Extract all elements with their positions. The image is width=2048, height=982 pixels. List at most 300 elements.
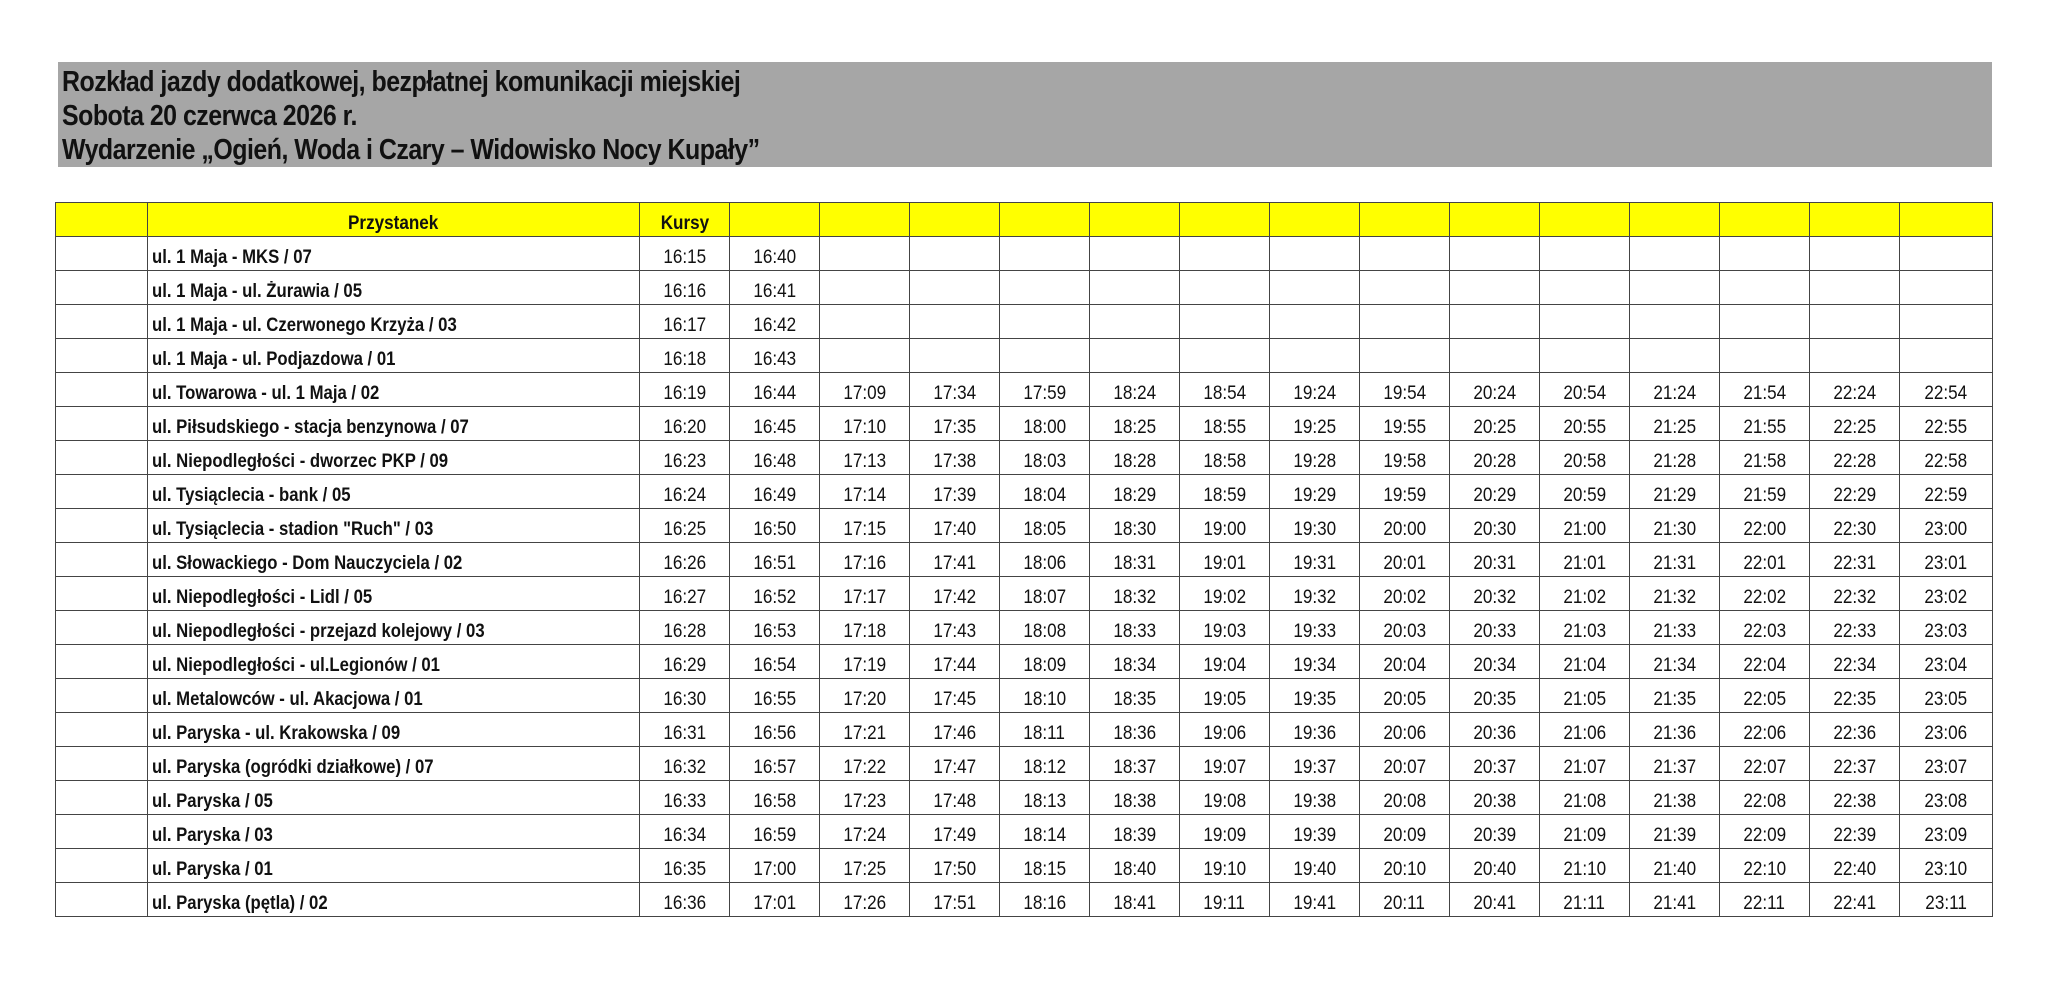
departure-time-cell	[1000, 339, 1090, 373]
stop-name-cell: ul. Paryska (ogródki działkowe) / 07	[148, 747, 640, 781]
departure-time-cell: 21:03	[1540, 611, 1630, 645]
row-empty-cell	[56, 441, 148, 475]
departure-time-cell: 17:09	[820, 373, 910, 407]
departure-time-cell	[1090, 305, 1180, 339]
departure-time-cell	[1630, 305, 1720, 339]
row-empty-cell	[56, 713, 148, 747]
header-empty-cell	[56, 203, 148, 237]
departure-time-cell: 16:17	[640, 305, 730, 339]
stop-name-cell: ul. Towarowa - ul. 1 Maja / 02	[148, 373, 640, 407]
departure-time-cell: 20:00	[1360, 509, 1450, 543]
departure-time-cell: 20:58	[1540, 441, 1630, 475]
departure-time-cell: 20:54	[1540, 373, 1630, 407]
departure-time-cell: 19:29	[1270, 475, 1360, 509]
departure-time-cell: 17:42	[910, 577, 1000, 611]
stop-name-cell: ul. Metalowców - ul. Akacjowa / 01	[148, 679, 640, 713]
departure-time-cell	[1360, 339, 1450, 373]
departure-time-cell: 22:55	[1900, 407, 1993, 441]
departure-time-cell: 21:41	[1630, 883, 1720, 917]
row-empty-cell	[56, 271, 148, 305]
departure-time-cell: 18:05	[1000, 509, 1090, 543]
departure-time-cell: 21:39	[1630, 815, 1720, 849]
row-empty-cell	[56, 509, 148, 543]
departure-time-cell: 18:06	[1000, 543, 1090, 577]
departure-time-cell: 21:00	[1540, 509, 1630, 543]
departure-time-cell: 16:23	[640, 441, 730, 475]
row-empty-cell	[56, 407, 148, 441]
departure-time-cell: 18:32	[1090, 577, 1180, 611]
departure-time-cell: 18:58	[1180, 441, 1270, 475]
departure-time-cell: 20:34	[1450, 645, 1540, 679]
table-row	[56, 441, 1993, 475]
departure-time-cell: 22:28	[1810, 441, 1900, 475]
departure-time-cell	[820, 271, 910, 305]
timetable	[55, 202, 1993, 917]
departure-time-cell: 21:24	[1630, 373, 1720, 407]
table-row	[56, 611, 1993, 645]
departure-time-cell: 20:03	[1360, 611, 1450, 645]
departure-time-cell: 20:29	[1450, 475, 1540, 509]
departure-time-cell: 21:10	[1540, 849, 1630, 883]
departure-time-cell: 22:07	[1720, 747, 1810, 781]
header-cell	[910, 203, 1000, 237]
stop-name-cell: ul. Słowackiego - Dom Nauczyciela / 02	[148, 543, 640, 577]
departure-time-cell: 23:11	[1900, 883, 1993, 917]
departure-time-cell: 20:38	[1450, 781, 1540, 815]
departure-time-cell: 16:18	[640, 339, 730, 373]
departure-time-cell: 17:22	[820, 747, 910, 781]
departure-time-cell: 16:49	[730, 475, 820, 509]
departure-time-cell: 22:30	[1810, 509, 1900, 543]
departure-time-cell: 18:55	[1180, 407, 1270, 441]
departure-time-cell	[820, 339, 910, 373]
departure-time-cell: 17:21	[820, 713, 910, 747]
departure-time-cell: 20:09	[1360, 815, 1450, 849]
departure-time-cell	[1360, 237, 1450, 271]
departure-time-cell: 17:25	[820, 849, 910, 883]
table-row	[56, 305, 1993, 339]
departure-time-cell: 19:31	[1270, 543, 1360, 577]
departure-time-cell: 22:35	[1810, 679, 1900, 713]
row-empty-cell	[56, 849, 148, 883]
departure-time-cell: 16:41	[730, 271, 820, 305]
departure-time-cell: 19:59	[1360, 475, 1450, 509]
departure-time-cell: 22:58	[1900, 441, 1993, 475]
departure-time-cell: 21:11	[1540, 883, 1630, 917]
departure-time-cell: 21:31	[1630, 543, 1720, 577]
departure-time-cell: 17:26	[820, 883, 910, 917]
stop-name-cell: ul. 1 Maja - ul. Podjazdowa / 01	[148, 339, 640, 373]
header-cell	[1630, 203, 1720, 237]
departure-time-cell	[1090, 339, 1180, 373]
row-empty-cell	[56, 781, 148, 815]
departure-time-cell: 16:36	[640, 883, 730, 917]
departure-time-cell: 20:05	[1360, 679, 1450, 713]
departure-time-cell: 21:30	[1630, 509, 1720, 543]
row-empty-cell	[56, 679, 148, 713]
departure-time-cell: 17:51	[910, 883, 1000, 917]
departure-time-cell: 16:27	[640, 577, 730, 611]
departure-time-cell: 16:53	[730, 611, 820, 645]
table-row	[56, 577, 1993, 611]
departure-time-cell: 16:33	[640, 781, 730, 815]
departure-time-cell: 20:59	[1540, 475, 1630, 509]
departure-time-cell: 19:32	[1270, 577, 1360, 611]
header-cell	[1000, 203, 1090, 237]
departure-time-cell: 16:28	[640, 611, 730, 645]
departure-time-cell	[1270, 339, 1360, 373]
header-cell	[730, 203, 820, 237]
header-cell	[1090, 203, 1180, 237]
departure-time-cell: 17:47	[910, 747, 1000, 781]
header-kursy: Kursy	[640, 203, 730, 237]
departure-time-cell: 23:06	[1900, 713, 1993, 747]
row-empty-cell	[56, 543, 148, 577]
departure-time-cell: 20:33	[1450, 611, 1540, 645]
departure-time-cell	[1000, 271, 1090, 305]
departure-time-cell: 18:30	[1090, 509, 1180, 543]
departure-time-cell: 19:24	[1270, 373, 1360, 407]
stop-name-cell: ul. Niepodległości - przejazd kolejowy / 03	[148, 611, 640, 645]
departure-time-cell: 22:25	[1810, 407, 1900, 441]
header-cell	[1720, 203, 1810, 237]
departure-time-cell: 23:07	[1900, 747, 1993, 781]
departure-time-cell	[1630, 339, 1720, 373]
departure-time-cell: 20:24	[1450, 373, 1540, 407]
departure-time-cell	[1810, 305, 1900, 339]
table-row	[56, 781, 1993, 815]
departure-time-cell: 23:09	[1900, 815, 1993, 849]
departure-time-cell: 16:43	[730, 339, 820, 373]
departure-time-cell: 21:55	[1720, 407, 1810, 441]
departure-time-cell: 20:11	[1360, 883, 1450, 917]
departure-time-cell: 17:13	[820, 441, 910, 475]
departure-time-cell: 22:02	[1720, 577, 1810, 611]
departure-time-cell: 20:55	[1540, 407, 1630, 441]
departure-time-cell: 16:48	[730, 441, 820, 475]
departure-time-cell: 22:29	[1810, 475, 1900, 509]
departure-time-cell: 18:59	[1180, 475, 1270, 509]
departure-time-cell: 19:06	[1180, 713, 1270, 747]
departure-time-cell: 17:24	[820, 815, 910, 849]
departure-time-cell: 21:04	[1540, 645, 1630, 679]
departure-time-cell: 19:54	[1360, 373, 1450, 407]
departure-time-cell: 20:06	[1360, 713, 1450, 747]
table-row	[56, 237, 1993, 271]
departure-time-cell	[1720, 237, 1810, 271]
row-empty-cell	[56, 339, 148, 373]
departure-time-cell	[1810, 339, 1900, 373]
departure-time-cell: 22:05	[1720, 679, 1810, 713]
table-row	[56, 543, 1993, 577]
departure-time-cell	[1000, 305, 1090, 339]
departure-time-cell: 16:54	[730, 645, 820, 679]
departure-time-cell: 19:01	[1180, 543, 1270, 577]
stop-name-cell: ul. Paryska / 03	[148, 815, 640, 849]
header-cell	[1360, 203, 1450, 237]
departure-time-cell: 16:25	[640, 509, 730, 543]
table-row	[56, 271, 1993, 305]
departure-time-cell: 21:32	[1630, 577, 1720, 611]
departure-time-cell: 20:25	[1450, 407, 1540, 441]
departure-time-cell: 21:36	[1630, 713, 1720, 747]
departure-time-cell: 20:35	[1450, 679, 1540, 713]
departure-time-cell: 16:24	[640, 475, 730, 509]
departure-time-cell	[1270, 237, 1360, 271]
departure-time-cell: 18:38	[1090, 781, 1180, 815]
departure-time-cell: 16:58	[730, 781, 820, 815]
departure-time-cell: 18:25	[1090, 407, 1180, 441]
departure-time-cell: 20:10	[1360, 849, 1450, 883]
departure-time-cell: 20:02	[1360, 577, 1450, 611]
stop-name-cell: ul. Tysiąclecia - bank / 05	[148, 475, 640, 509]
departure-time-cell: 19:07	[1180, 747, 1270, 781]
departure-time-cell: 16:20	[640, 407, 730, 441]
departure-time-cell: 18:34	[1090, 645, 1180, 679]
departure-time-cell	[1180, 339, 1270, 373]
departure-time-cell: 17:18	[820, 611, 910, 645]
departure-time-cell: 18:41	[1090, 883, 1180, 917]
departure-time-cell: 19:03	[1180, 611, 1270, 645]
row-empty-cell	[56, 305, 148, 339]
departure-time-cell: 21:25	[1630, 407, 1720, 441]
table-header-row	[56, 203, 1993, 237]
header-cell	[1180, 203, 1270, 237]
departure-time-cell: 16:16	[640, 271, 730, 305]
departure-time-cell: 21:29	[1630, 475, 1720, 509]
departure-time-cell: 21:02	[1540, 577, 1630, 611]
departure-time-cell: 18:15	[1000, 849, 1090, 883]
departure-time-cell: 17:48	[910, 781, 1000, 815]
header-cell	[820, 203, 910, 237]
departure-time-cell: 22:04	[1720, 645, 1810, 679]
departure-time-cell: 16:56	[730, 713, 820, 747]
departure-time-cell: 21:37	[1630, 747, 1720, 781]
departure-time-cell	[820, 305, 910, 339]
departure-time-cell: 16:19	[640, 373, 730, 407]
departure-time-cell: 17:45	[910, 679, 1000, 713]
departure-time-cell: 16:44	[730, 373, 820, 407]
departure-time-cell	[1000, 237, 1090, 271]
row-empty-cell	[56, 747, 148, 781]
table-row	[56, 475, 1993, 509]
departure-time-cell: 17:19	[820, 645, 910, 679]
departure-time-cell: 22:09	[1720, 815, 1810, 849]
departure-time-cell: 22:32	[1810, 577, 1900, 611]
departure-time-cell: 19:37	[1270, 747, 1360, 781]
departure-time-cell: 18:07	[1000, 577, 1090, 611]
departure-time-cell: 16:52	[730, 577, 820, 611]
departure-time-cell: 20:31	[1450, 543, 1540, 577]
departure-time-cell: 22:01	[1720, 543, 1810, 577]
departure-time-cell: 22:11	[1720, 883, 1810, 917]
row-empty-cell	[56, 237, 148, 271]
table-row	[56, 509, 1993, 543]
row-empty-cell	[56, 815, 148, 849]
departure-time-cell: 17:43	[910, 611, 1000, 645]
departure-time-cell	[1180, 237, 1270, 271]
departure-time-cell: 19:41	[1270, 883, 1360, 917]
departure-time-cell: 18:03	[1000, 441, 1090, 475]
departure-time-cell: 22:10	[1720, 849, 1810, 883]
departure-time-cell	[1540, 237, 1630, 271]
departure-time-cell: 18:10	[1000, 679, 1090, 713]
departure-time-cell: 19:58	[1360, 441, 1450, 475]
departure-time-cell	[1450, 237, 1540, 271]
departure-time-cell: 18:11	[1000, 713, 1090, 747]
departure-time-cell: 19:10	[1180, 849, 1270, 883]
departure-time-cell: 18:29	[1090, 475, 1180, 509]
departure-time-cell: 19:09	[1180, 815, 1270, 849]
departure-time-cell	[1630, 237, 1720, 271]
title-line-3: Wydarzenie „Ogień, Woda i Czary – Widowisko Nocy Kupały”	[62, 134, 760, 166]
departure-time-cell: 19:30	[1270, 509, 1360, 543]
departure-time-cell: 17:16	[820, 543, 910, 577]
departure-time-cell: 21:05	[1540, 679, 1630, 713]
departure-time-cell: 19:35	[1270, 679, 1360, 713]
departure-time-cell: 17:46	[910, 713, 1000, 747]
header-cell	[1540, 203, 1630, 237]
departure-time-cell: 16:55	[730, 679, 820, 713]
departure-time-cell: 18:35	[1090, 679, 1180, 713]
departure-time-cell: 20:04	[1360, 645, 1450, 679]
departure-time-cell: 22:00	[1720, 509, 1810, 543]
departure-time-cell: 17:23	[820, 781, 910, 815]
departure-time-cell: 16:29	[640, 645, 730, 679]
departure-time-cell	[1090, 237, 1180, 271]
departure-time-cell: 19:04	[1180, 645, 1270, 679]
header-cell	[1810, 203, 1900, 237]
departure-time-cell	[1450, 339, 1540, 373]
departure-time-cell: 17:38	[910, 441, 1000, 475]
title-line-1: Rozkład jazdy dodatkowej, bezpłatnej komunikacji miejskiej	[62, 66, 741, 98]
stop-name-cell: ul. 1 Maja - ul. Żurawia / 05	[148, 271, 640, 305]
departure-time-cell: 17:50	[910, 849, 1000, 883]
stop-name-cell: ul. Paryska / 05	[148, 781, 640, 815]
row-empty-cell	[56, 611, 148, 645]
departure-time-cell: 18:31	[1090, 543, 1180, 577]
table-row	[56, 713, 1993, 747]
table-row	[56, 815, 1993, 849]
departure-time-cell: 23:04	[1900, 645, 1993, 679]
departure-time-cell: 18:00	[1000, 407, 1090, 441]
document-title-block	[58, 62, 1992, 167]
departure-time-cell	[1900, 271, 1993, 305]
departure-time-cell	[820, 237, 910, 271]
departure-time-cell: 17:01	[730, 883, 820, 917]
departure-time-cell: 18:28	[1090, 441, 1180, 475]
table-row	[56, 883, 1993, 917]
row-empty-cell	[56, 883, 148, 917]
departure-time-cell: 19:39	[1270, 815, 1360, 849]
departure-time-cell: 18:09	[1000, 645, 1090, 679]
departure-time-cell: 18:24	[1090, 373, 1180, 407]
stop-name-cell: ul. 1 Maja - MKS / 07	[148, 237, 640, 271]
departure-time-cell: 17:00	[730, 849, 820, 883]
departure-time-cell: 21:40	[1630, 849, 1720, 883]
departure-time-cell: 17:44	[910, 645, 1000, 679]
departure-time-cell: 21:28	[1630, 441, 1720, 475]
table-row	[56, 645, 1993, 679]
departure-time-cell: 16:26	[640, 543, 730, 577]
departure-time-cell: 16:50	[730, 509, 820, 543]
table-row	[56, 747, 1993, 781]
departure-time-cell: 23:08	[1900, 781, 1993, 815]
departure-time-cell: 19:05	[1180, 679, 1270, 713]
departure-time-cell: 17:14	[820, 475, 910, 509]
departure-time-cell: 22:31	[1810, 543, 1900, 577]
table-row	[56, 407, 1993, 441]
departure-time-cell	[1180, 271, 1270, 305]
departure-time-cell	[1540, 305, 1630, 339]
departure-time-cell	[1720, 305, 1810, 339]
departure-time-cell: 23:03	[1900, 611, 1993, 645]
departure-time-cell: 20:28	[1450, 441, 1540, 475]
departure-time-cell: 22:36	[1810, 713, 1900, 747]
stop-name-cell: ul. Paryska (pętla) / 02	[148, 883, 640, 917]
departure-time-cell: 18:08	[1000, 611, 1090, 645]
departure-time-cell: 21:09	[1540, 815, 1630, 849]
departure-time-cell: 16:34	[640, 815, 730, 849]
stop-name-cell: ul. Piłsudskiego - stacja benzynowa / 07	[148, 407, 640, 441]
header-cell	[1450, 203, 1540, 237]
row-empty-cell	[56, 475, 148, 509]
departure-time-cell: 18:14	[1000, 815, 1090, 849]
departure-time-cell: 16:42	[730, 305, 820, 339]
departure-time-cell: 21:58	[1720, 441, 1810, 475]
departure-time-cell	[1630, 271, 1720, 305]
departure-time-cell: 22:03	[1720, 611, 1810, 645]
departure-time-cell: 22:33	[1810, 611, 1900, 645]
table-row	[56, 679, 1993, 713]
departure-time-cell	[1270, 271, 1360, 305]
departure-time-cell: 20:37	[1450, 747, 1540, 781]
departure-time-cell	[1360, 271, 1450, 305]
departure-time-cell: 18:54	[1180, 373, 1270, 407]
departure-time-cell	[1450, 305, 1540, 339]
table-row	[56, 339, 1993, 373]
departure-time-cell	[910, 305, 1000, 339]
departure-time-cell: 19:55	[1360, 407, 1450, 441]
departure-time-cell	[1900, 339, 1993, 373]
departure-time-cell: 23:02	[1900, 577, 1993, 611]
departure-time-cell: 22:41	[1810, 883, 1900, 917]
departure-time-cell	[910, 237, 1000, 271]
departure-time-cell: 21:35	[1630, 679, 1720, 713]
departure-time-cell: 17:20	[820, 679, 910, 713]
departure-time-cell: 18:37	[1090, 747, 1180, 781]
row-empty-cell	[56, 645, 148, 679]
departure-time-cell	[1540, 271, 1630, 305]
departure-time-cell	[1810, 271, 1900, 305]
departure-time-cell: 19:33	[1270, 611, 1360, 645]
departure-time-cell: 21:54	[1720, 373, 1810, 407]
departure-time-cell: 19:28	[1270, 441, 1360, 475]
stop-name-cell: ul. Paryska - ul. Krakowska / 09	[148, 713, 640, 747]
departure-time-cell	[1360, 305, 1450, 339]
departure-time-cell: 20:30	[1450, 509, 1540, 543]
departure-time-cell: 17:39	[910, 475, 1000, 509]
header-cell	[1900, 203, 1993, 237]
departure-time-cell: 20:39	[1450, 815, 1540, 849]
stop-name-cell: ul. Niepodległości - Lidl / 05	[148, 577, 640, 611]
departure-time-cell: 21:08	[1540, 781, 1630, 815]
departure-time-cell	[1720, 271, 1810, 305]
departure-time-cell: 18:33	[1090, 611, 1180, 645]
departure-time-cell	[1540, 339, 1630, 373]
departure-time-cell	[910, 339, 1000, 373]
departure-time-cell: 19:00	[1180, 509, 1270, 543]
